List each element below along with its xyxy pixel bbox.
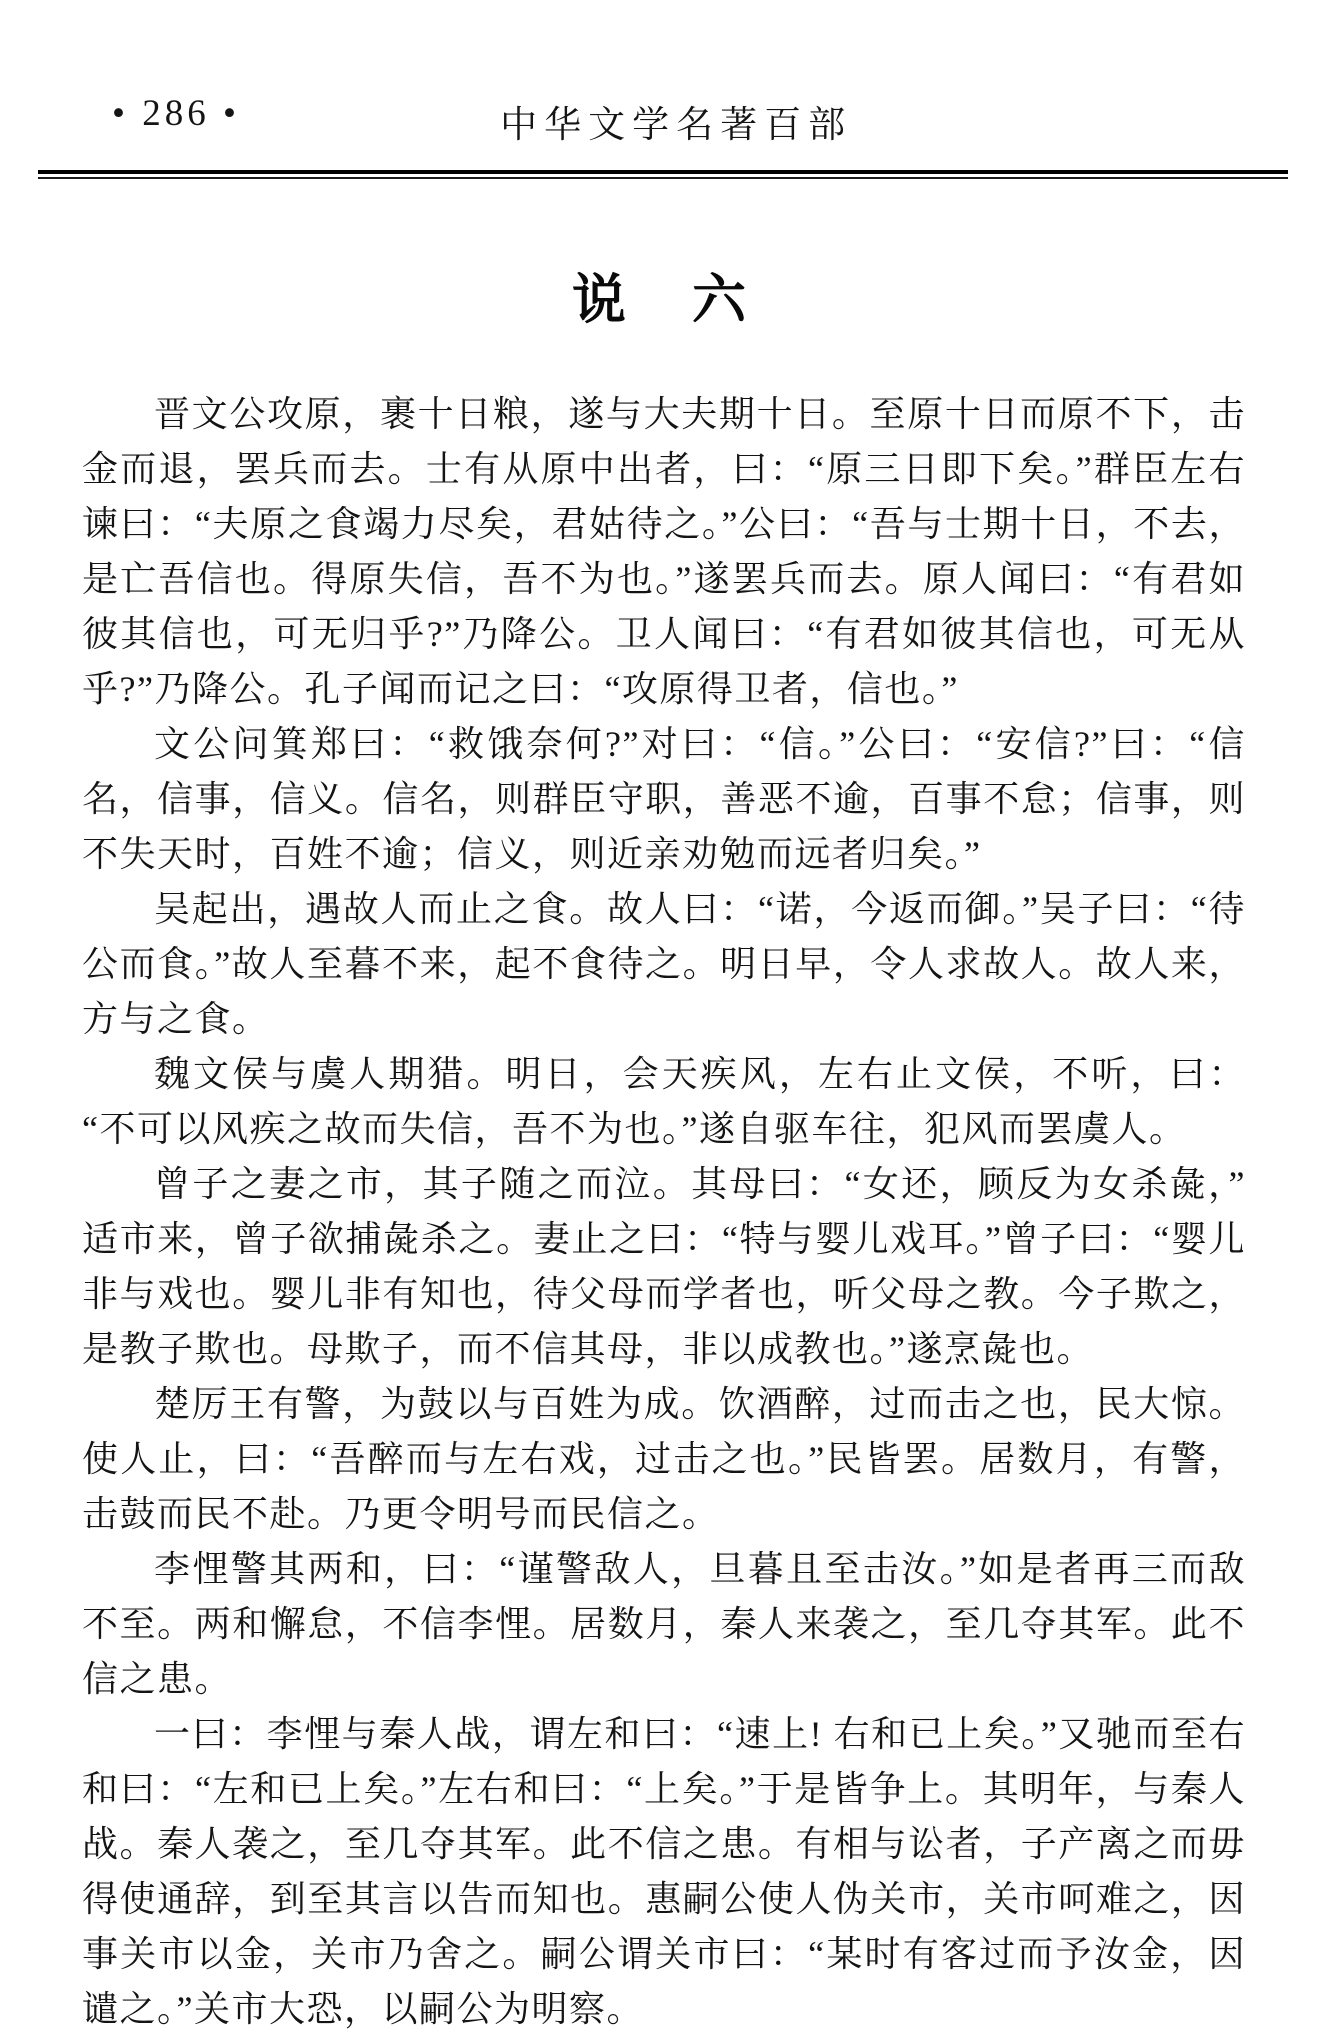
header-rule-divider	[38, 170, 1288, 179]
paragraph: 文公问箕郑曰：“救饿奈何?”对曰：“信。”公曰：“安信?”曰：“信名，信事，信义。信名，则群臣守职，善恶不逾，百事不怠；信事，则不失天时，百姓不逾；信义，则近亲劝勉而远者归矣。”	[82, 724, 1246, 874]
paragraph: 李悝警其两和，曰：“谨警敌人，旦暮且至击汝。”如是者再三而敌不至。两和懈怠，不信李悝。居数月，秦人来袭之，至几夺其军。此不信之患。	[82, 1549, 1246, 1699]
paragraph: 曾子之妻之市，其子随之而泣。其母曰：“女还，顾反为女杀彘，”适市来，曾子欲捕彘杀之。妻止之曰：“特与婴儿戏耳。”曾子曰：“婴儿非与戏也。婴儿非有知也，待父母而学者也，听父母之教。今子欺之，是教子欺也。母欺子，而不信其母，非以成教也。”遂烹彘也。	[82, 1164, 1246, 1369]
paragraph: 一曰：李悝与秦人战，谓左和曰：“速上! 右和已上矣。”又驰而至右和曰：“左和已上矣。”左右和曰：“上矣。”于是皆争上。其明年，与秦人战。秦人袭之，至几夺其军。此不信之患。有相与讼者，子产离之而毋得使通辞，到至其言以告而知也。惠嗣公使人伪关市，关市呵难之，因事关市以金，关市乃舍之。嗣公谓关市曰：“某时有客过而予汝金，因谴之。”关市大恐，以嗣公为明察。	[82, 1714, 1246, 2029]
paragraph: 晋文公攻原，裹十日粮，遂与大夫期十日。至原十日而原不下，击金而退，罢兵而去。士有从原中出者，曰：“原三日即下矣。”群臣左右谏曰：“夫原之食竭力尽矣，君姑待之。”公曰：“吾与士期十日，不去，是亡吾信也。得原失信，吾不为也。”遂罢兵而去。原人闻曰：“有君如彼其信也，可无归乎?”乃降公。卫人闻曰：“有君如彼其信也，可无从乎?”乃降公。孔子闻而记之曰：“攻原得卫者，信也。”	[82, 394, 1246, 709]
page-number: • 286 •	[112, 93, 240, 134]
chapter-title: 说 六	[572, 268, 752, 331]
paragraph: 楚厉王有警，为鼓以与百姓为成。饮酒醉，过而击之也，民大惊。使人止，曰：“吾醉而与左右戏，过击之也。”民皆罢。居数月，有警，击鼓而民不赴。乃更令明号而民信之。	[82, 1384, 1246, 1534]
paragraph: 吴起出，遇故人而止之食。故人曰：“诺，今返而御。”吴子曰：“待公而食。”故人至暮不来，起不食待之。明日早，令人求故人。故人来，方与之食。	[82, 889, 1246, 1039]
book-series-title: 中华文学名著百部	[500, 105, 853, 146]
paragraph: 魏文侯与虞人期猎。明日，会天疾风，左右止文侯，不听，曰：“不可以风疾之故而失信，吾不为也。”遂自驱车往，犯风而罢虞人。	[82, 1054, 1246, 1149]
body-text	[82, 387, 1246, 2037]
running-header	[0, 0, 1324, 148]
